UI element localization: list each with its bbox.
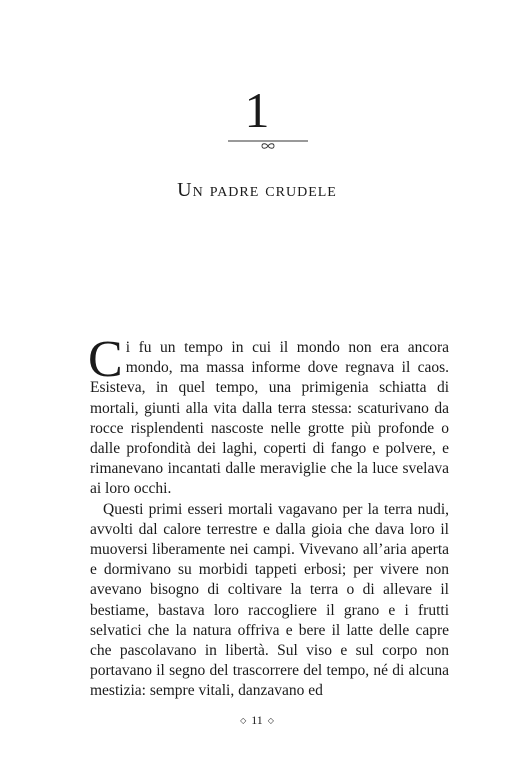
paragraph-1-text: i fu un tempo in cui il mondo non era ancora mondo, ma massa informe dove regnava il caos. Esisteva, in quel tempo, una primigenia schiatta di mortali, giunti alla vita dalla terra stessa: scaturivano da rocce risplendenti nascoste nelle grotte più profonde o dalle profondità dei laghi, coperti di fango e polvere, e rimanevano incantati dalle meraviglie che la luce svelava ai loro occhi. [90,339,449,498]
page-footer [0,713,514,728]
diamond-right-icon: ◇ [267,716,274,725]
drop-cap: C [88,331,123,388]
ornament-divider [228,137,308,151]
chapter-number: 1 [244,82,270,138]
page-number: 11 [251,713,263,727]
body-text [88,331,449,702]
chapter-title: Un padre crudele [177,179,337,201]
diamond-left-icon: ◇ [240,716,247,725]
flourish-icon [228,137,308,151]
paragraph-1 [88,331,449,500]
paragraph-2: Questi primi esseri mortali vagavano per la terra nudi, avvolti dal calore terrestre e dalla gioia che dava loro il muoversi liberamente nei campi. Vivevano all’aria aperta e dormivano su morbidi tappeti erbosi; per vivere non avevano bisogno di coltivare la terra o di allevare il bestiame, bastava loro raccogliere il grano e i frutti selvatici che la natura offriva e bere il latte delle capre che pascolavano in libertà. Sul viso e sul corpo non portavano il segno del trascorrere del tempo, né di alcuna mestizia: sempre vitali, danzavano ed [90,500,449,700]
